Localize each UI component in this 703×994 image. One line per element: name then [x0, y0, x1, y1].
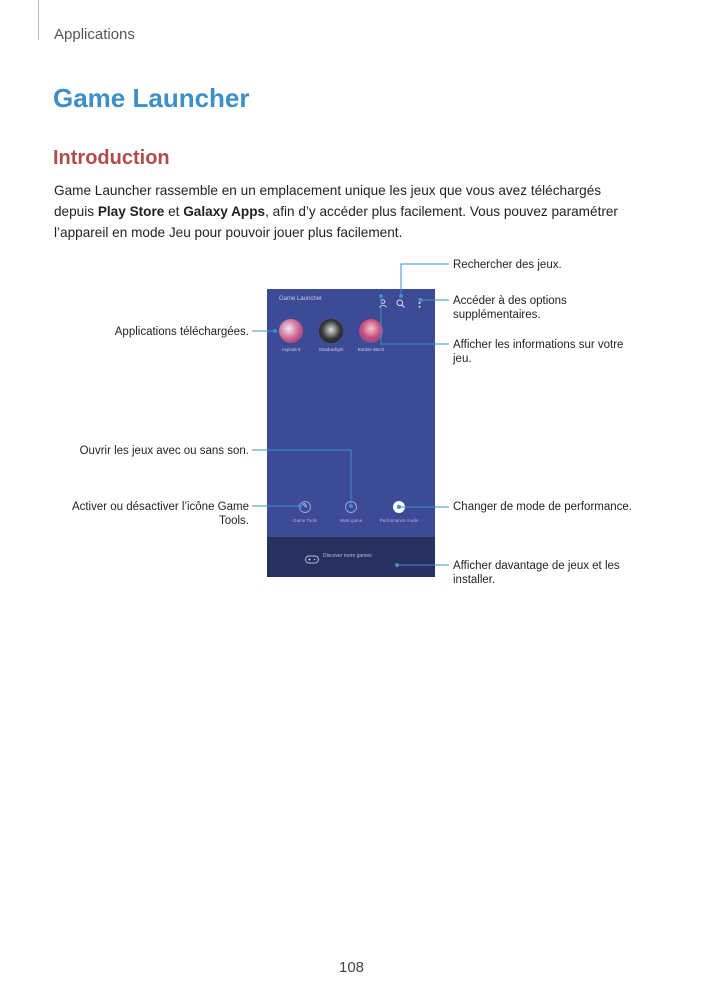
callout-more-games: Afficher davantage de jeux et les installer. — [453, 560, 620, 586]
game-tools-label: Game Tools — [293, 518, 317, 523]
callout-performance-mode: Changer de mode de performance. — [453, 501, 632, 513]
leader-game-tools-dot — [299, 505, 302, 508]
leader-more-options-dot — [420, 299, 423, 302]
leader-game-info-dot — [380, 295, 383, 298]
callout-more-options: Accéder à des options supplémentaires. — [453, 295, 567, 321]
galaxy-apps-term: Galaxy Apps — [183, 204, 266, 219]
intro-text-2: et — [164, 204, 184, 219]
intro-text-3: , afin d’y accéder plus facilement. Vous pouvez paramétrer l’appareil en mode Jeu pour pouvoir jouer plus facilement. — [54, 204, 618, 240]
section-title: Introduction — [53, 147, 170, 169]
running-header: Applications — [54, 26, 135, 43]
leader-sound-dot — [350, 505, 353, 508]
screenshot-app-title: Game Launcher — [279, 296, 323, 302]
leader-search — [401, 264, 449, 296]
leader-game-info — [381, 296, 449, 344]
callout-sound-toggle: Ouvrir les jeux avec ou sans son. — [79, 445, 249, 457]
callout-game-info: Afficher les informations sur votre jeu. — [453, 339, 624, 365]
leader-performance-dot — [398, 506, 401, 509]
game-app-label: Bubble Witch — [357, 347, 385, 352]
game-app-label: Asphalt 9 — [281, 347, 301, 352]
leader-downloaded-apps-dot — [274, 330, 277, 333]
leader-sound — [252, 450, 351, 506]
callout-game-tools: Activer ou désactiver l’icône Game Tools. — [71, 501, 249, 527]
leader-more-games-dot — [396, 564, 399, 567]
more-games-label: Discover more games — [323, 553, 372, 559]
performance-label: Performance mode — [379, 518, 419, 523]
callout-downloaded-apps: Applications téléchargées. — [114, 326, 249, 338]
play-store-term: Play Store — [97, 204, 165, 219]
leader-search-dot — [400, 295, 403, 298]
game-tools-toggle-icon: ✎ — [299, 501, 311, 513]
page-number: 108 — [338, 959, 365, 976]
game-app-label: Shadowfight — [318, 347, 344, 352]
intro-text-1: Game Launcher rassemble en un emplacement unique les jeux que vous avez téléchargés depuis — [54, 183, 602, 219]
page-title: Game Launcher — [53, 83, 250, 113]
mute-label: Mute game — [339, 518, 363, 523]
callout-search-games: Rechercher des jeux. — [453, 259, 562, 271]
